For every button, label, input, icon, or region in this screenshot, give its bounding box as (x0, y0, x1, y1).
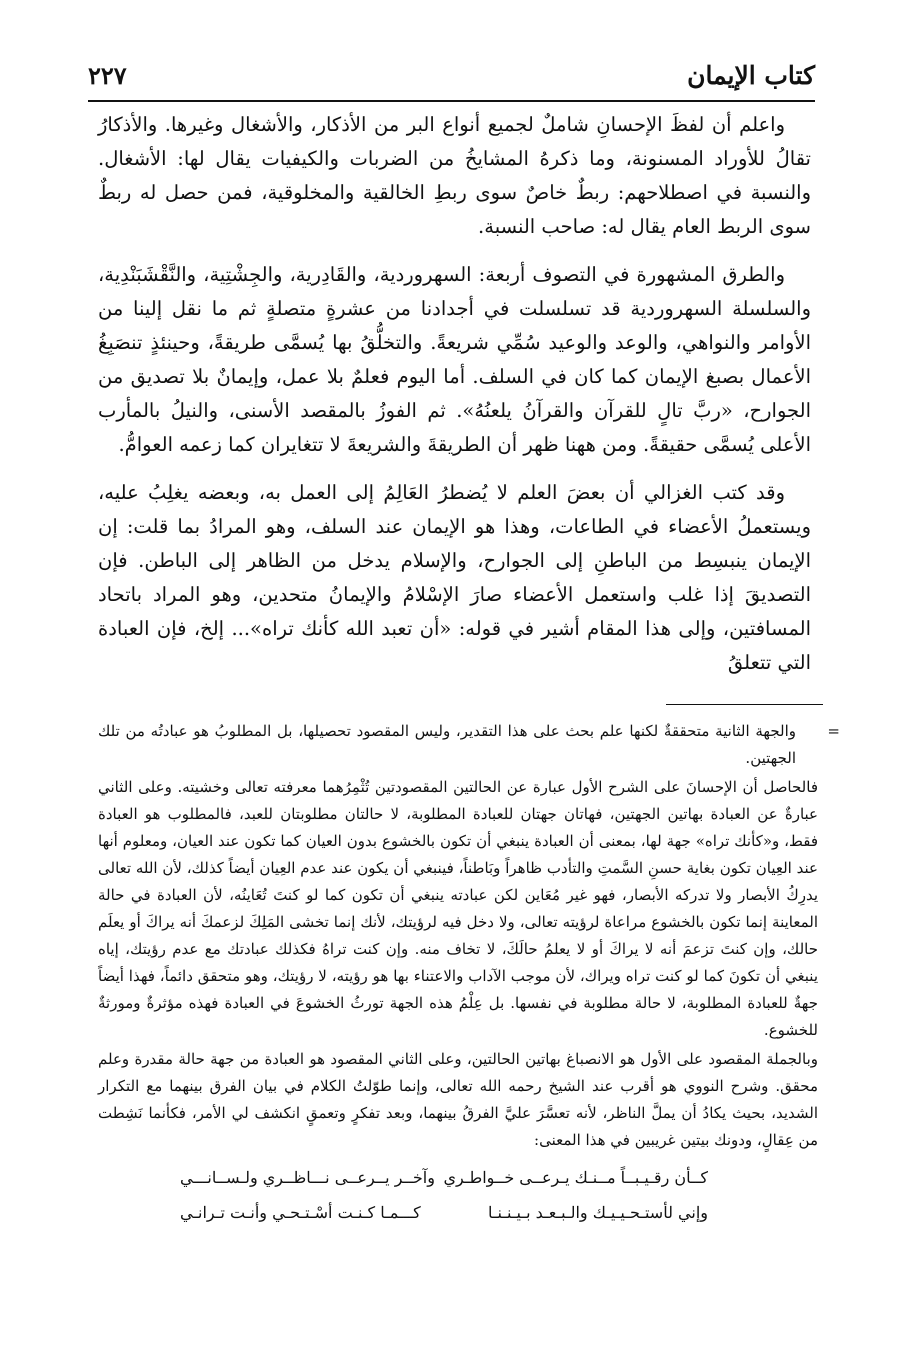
footnote-text: والجهة الثانية متحققةٌ لكنها علم بحث على هذا التقدير، وليس المقصود تحصيلها، بل المطلوبُ هو عبادتُه من تلك الجهتين. (98, 722, 796, 767)
verse-second-hemistich: وآخــر يــرعــى نـــاظــري ولـســانـــي (180, 1168, 435, 1187)
footnotes (98, 718, 840, 1230)
footnote-separator (666, 704, 823, 705)
paragraph: واعلم أن لفظَ الإحسانِ شاملٌ لجميع أنواع البر من الأذكار، والأشغال وغيرها. والأذكارُ تقالُ للأوراد المسنونة، وما ذكرهُ المشايخُ من الضربات والكيفيات يقال لها: الأشغال. والنسبة في اصطلاحهم: ربطٌ خاصٌ سوى ربطِ الخالقية والمخلوقية، فمن حصل له ربطٌ سوى الربط العام يقال له: صاحب النسبة. (98, 113, 811, 238)
verse-first-hemistich: وإني لأستـحـيـيـك والـبـعـد بـيـنـنـا (487, 1203, 708, 1222)
paragraph: والطرق المشهورة في التصوف أربعة: السهروردية، والقَادِرية، والجِشْتِية، والنَّقْشَبَنْدِية، والسلسلة السهروردية قد تسلسلت في أجدادنا من عشرةٍ متصلةٍ ثم ما نقل إلينا من الأوامر والنواهي، والوعد والوعيد سُمِّي شريعةً. والتخلُّقُ بها يُسمَّى طريقةً، وحينئذٍ تنصَبِغُ الأعمال بصبغ الإيمان كما كان في السلف. أما اليوم فعلمٌ بلا عمل، وإيمانٌ بلا تصديق من الجوارح، «ربَّ تالٍ للقرآن والقرآنُ يلعنُهُ». ثم الفوزُ بالمقصد الأسنى، والنيلُ بالمأرب الأعلى يُسمَّى حقيقةً. ومن ههنا ظهر أن الطريقةَ والشريعةَ لا تتغايران كما زعمه العوامُّ. (98, 263, 811, 456)
header-rule (88, 100, 815, 102)
continuation-marker: = (827, 722, 840, 740)
main-text (98, 108, 811, 694)
verse-first-hemistich: كــأن رقـيـبــاً مــنـك يـرعــى خــواطـري (443, 1168, 708, 1187)
page-number: ٢٢٧ (88, 61, 127, 90)
chapter-title: كتاب الإيمان (687, 61, 815, 90)
paragraph: وقد كتب الغزالي أن بعضَ العلم لا يُضطرُ العَالِمُ إلى العمل به، وبعضه يغلِبُ عليه، ويستعملُ الأعضاء في الطاعات، وهذا هو الإيمان عند السلف، وهو المرادُ بما قلت: إن الإيمان ينبسِط من الباطنِ إلى الجوارح، والإسلام يدخل من الظاهر إلى الباطن. فإن التصديقَ إذا غلب واستعمل الأعضاء صارَ الإسْلامُ والإيمانُ متحدين، وهو المراد باتحاد المسافتين، وإلى هذا المقام أشير في قوله: «أن تعبد الله كأنك تراه»... إلخ، فإن العبادة التي تتعلقُ (98, 481, 811, 674)
verse-second-hemistich: كـــمـا كـنـت أسْـتـحـي وأنـت تـرانـي (180, 1203, 421, 1222)
running-header (88, 60, 815, 104)
verse-row (98, 1160, 818, 1195)
footnote-paragraph: وبالجملة المقصود على الأول هو الانصباغ بهاتين الحالتين، وعلى الثاني المقصود هو العبادة من جهة حالة مقدرة وعلم محقق. وشرح النووي هو أقرب عند الشيخ رحمه الله تعالى، وإنما طوّلتُ الكلام في بيان الفرق بينهما مع التكرار الشديد، بحيث يكادُ أن يملَّ الناظر، لأنه تعسَّرَ عليَّ الفرقُ بينهما، وبعد تفكرٍ وتعمقٍ انكشف لي الأمر، فكأنما نَشِطت من عِقالٍ، ودونك بيتين غريبين في هذا المعنى: (98, 1050, 818, 1149)
verse-row (98, 1195, 818, 1230)
footnote-paragraph (98, 718, 840, 772)
poem-verses (98, 1160, 818, 1230)
footnote-paragraph: فالحاصل أن الإحسانَ على الشرح الأول عبارة عن الحالتين المقصودتين تُثْمِرُهما معرفته تعالى وخشيته. وعلى الثاني عبارةٌ عن العبادة بهاتين الجهتين، فهاتان جهتان للعبادة المطلوبة، لا حالتان مطلوبتان للعبد، فالمطلوب هو العبادة فقط، و«كأنك تراه» جهة لها، بمعنى أن العبادة ينبغي أن تكون بالخشوع بدون العيان كما تكون عند العيان، ومعلوم أنها عند العِيان تكون بغاية حسنِ السَّمتِ والتأدب ظاهراً وبَاطناً، فينبغي أن يكون عند عدم العِيان أيضاً كذلك، لأن الله تعالى يدرِكُ الأبصار ولا تدركه الأبصار، فهو غير مُعَاين لكن عبادته ينبغي أن تكون كما لو كنتَ تُعَاينُه، لأن العبادة في حالة المعاينة إنما تكون بالخشوع مراعاة لرؤيته تعالى، ولا دخل فيه لرؤيتك، لأنك إنما تخشى المَلِكَ لزعمكَ أنه يراكَ أو يعلَم حالك، وإن كنتَ تزعمَ أنه لا يراكَ أو لا يعلمُ حالَكَ، لا تخاف منه. وإن كنت تراهُ فكذلك عبادتك مع عدم رؤيتك، إياه ينبغي أن تكونَ كما لو كنت تراه ويراك، لأن موجب الآداب والاعتناء بها هو رؤيته، لا رؤيتك، وهو متحقق دائماً، فهذا أيضاً جهةٌ للعبادة المطلوبة، لا حالة مطلوبة في نفسها. بل عِلْمُ هذه الجهة تورثُ الخشوعَ في العبادة فهذه مؤثرةٌ ومورثةٌ للخشوع. (98, 778, 818, 1039)
